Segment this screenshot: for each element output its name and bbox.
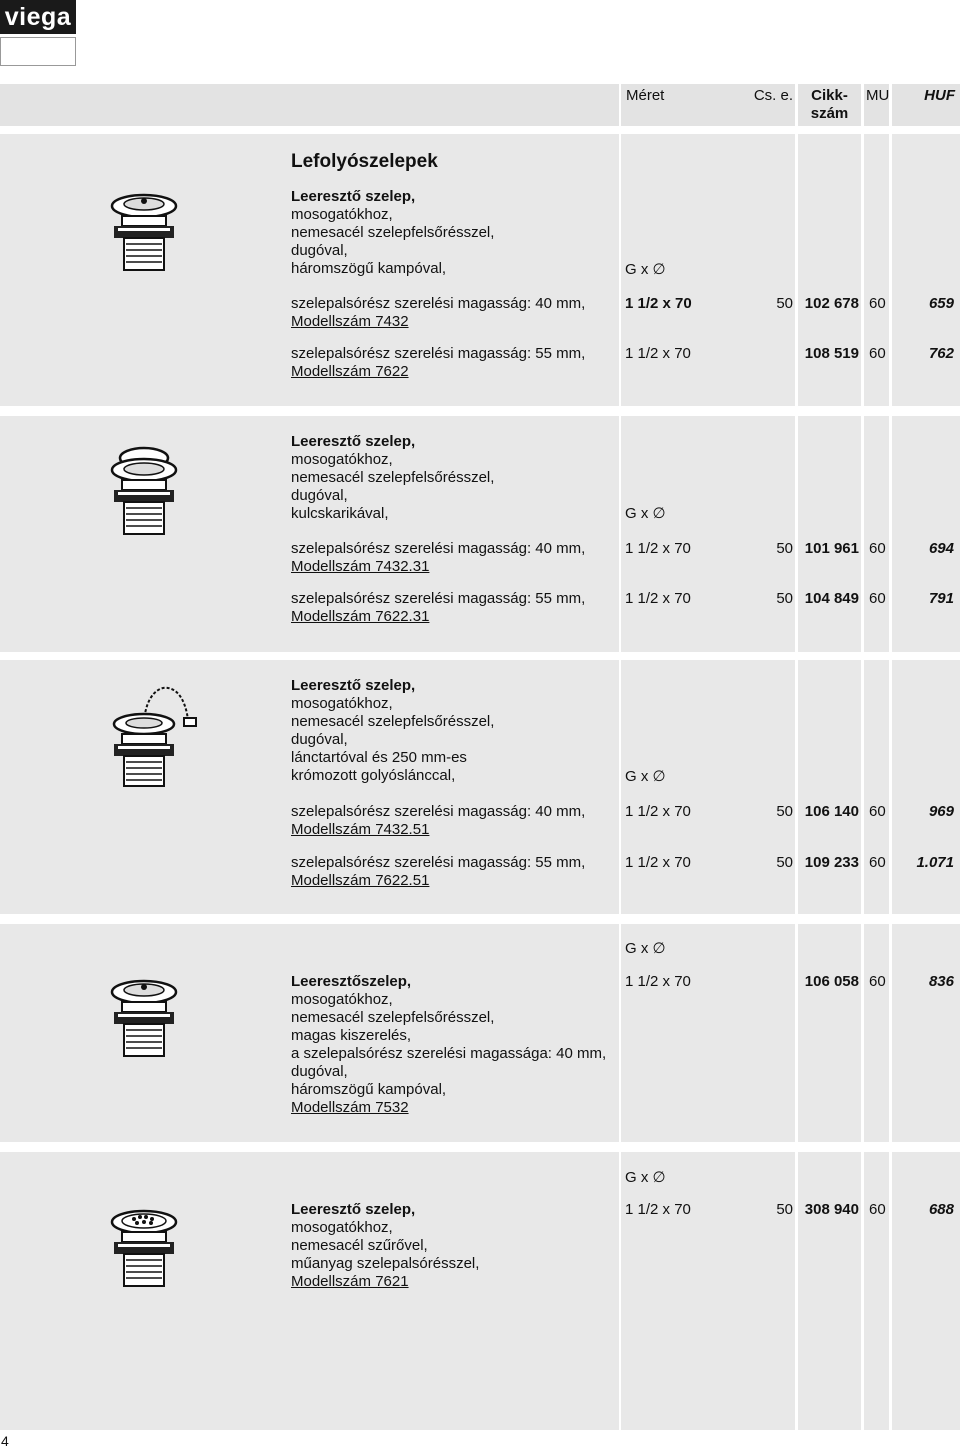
desc-line: mosogatókhoz, [291, 695, 393, 712]
row-install-height: szelepalsórész szerelési magasság: 55 mm, [291, 345, 586, 362]
row-price: 791 [928, 590, 954, 607]
drain-valve-chain-image [104, 682, 208, 790]
model-number-link[interactable]: Modellszám 7622.51 [291, 872, 430, 889]
row-article-number: 101 961 [804, 540, 859, 557]
row-article-number: 104 849 [804, 590, 859, 607]
row-mu: 60 [869, 973, 886, 990]
row-article-number: 106 140 [804, 803, 859, 820]
desc-line: mosogatókhoz, [291, 451, 393, 468]
row-pack-qty: 50 [776, 854, 793, 871]
desc-line: Leeresztőszelep, [291, 973, 412, 990]
row-price: 1.071 [916, 854, 954, 871]
size-label-gx: G x ∅ [625, 261, 666, 278]
drain-valve-hook-image [108, 192, 180, 274]
row-install-height: szelepalsórész szerelési magasság: 40 mm, [291, 540, 586, 557]
row-price: 688 [928, 1201, 954, 1218]
desc-line: Leeresztő szelep, [291, 188, 416, 205]
desc-line: műanyag szelepalsórésszel, [291, 1255, 480, 1272]
row-size: 1 1/2 x 70 [625, 345, 691, 362]
row-mu: 60 [869, 295, 886, 312]
row-pack-qty: 50 [776, 590, 793, 607]
drain-valve-strainer-image [108, 1208, 180, 1290]
desc-line: mosogatókhoz, [291, 206, 393, 223]
row-mu: 60 [869, 540, 886, 557]
header-cikk: Cikk- [811, 87, 848, 104]
size-label-gx: G x ∅ [625, 505, 666, 522]
desc-line: mosogatókhoz, [291, 1219, 393, 1236]
header-huf: HUF [924, 87, 955, 104]
model-number-link[interactable]: Modellszám 7432.31 [291, 558, 430, 575]
desc-line: dugóval, [291, 731, 348, 748]
row-size: 1 1/2 x 70 [625, 590, 691, 607]
row-price: 762 [928, 345, 954, 362]
viega-logo: viega [0, 0, 76, 34]
row-article-number: 108 519 [804, 345, 859, 362]
desc-line: mosogatókhoz, [291, 991, 393, 1008]
drain-valve-keyring-image [108, 442, 180, 538]
header-bar-left [0, 84, 619, 126]
row-article-number: 106 058 [804, 973, 859, 990]
row-mu: 60 [869, 345, 886, 362]
desc-line: nemesacél szelepfelsőrésszel, [291, 1009, 495, 1026]
drain-valve-tall-image [108, 978, 180, 1060]
row-price: 836 [928, 973, 954, 990]
size-label-gx: G x ∅ [625, 940, 666, 957]
size-label-gx: G x ∅ [625, 1169, 666, 1186]
desc-line: Leeresztő szelep, [291, 433, 416, 450]
desc-line: dugóval, [291, 242, 348, 259]
row-size: 1 1/2 x 70 [625, 295, 692, 312]
row-mu: 60 [869, 590, 886, 607]
desc-line: háromszögű kampóval, [291, 1081, 447, 1098]
desc-line: krómozott golyóslánccal, [291, 767, 456, 784]
model-number-link[interactable]: Modellszám 7622 [291, 363, 409, 380]
section-title: Lefolyószelepek [291, 151, 438, 172]
row-mu: 60 [869, 854, 886, 871]
row-price: 659 [928, 295, 954, 312]
row-size: 1 1/2 x 70 [625, 854, 691, 871]
row-pack-qty: 50 [776, 540, 793, 557]
desc-line: nemesacél szelepfelsőrésszel, [291, 224, 495, 241]
row-install-height: szelepalsórész szerelési magasság: 55 mm, [291, 590, 586, 607]
row-size: 1 1/2 x 70 [625, 540, 691, 557]
desc-line: magas kiszerelés, [291, 1027, 412, 1044]
header-cs-e: Cs. e. [753, 87, 793, 104]
row-mu: 60 [869, 1201, 886, 1218]
desc-line: dugóval, [291, 487, 348, 504]
desc-line: kulcskarikával, [291, 505, 389, 522]
row-pack-qty: 50 [776, 295, 793, 312]
desc-line: a szelepalsórész szerelési magassága: 40 mm, [291, 1045, 607, 1062]
row-size: 1 1/2 x 70 [625, 973, 691, 990]
desc-line: nemesacél szelepfelsőrésszel, [291, 469, 495, 486]
row-article-number: 102 678 [804, 295, 859, 312]
row-install-height: szelepalsórész szerelési magasság: 40 mm, [291, 803, 586, 820]
desc-line: dugóval, [291, 1063, 348, 1080]
model-number-link[interactable]: Modellszám 7532 [291, 1099, 409, 1116]
model-number-link[interactable]: Modellszám 7621 [291, 1273, 409, 1290]
desc-line: Leeresztő szelep, [291, 1201, 416, 1218]
desc-line: Leeresztő szelep, [291, 677, 416, 694]
row-price: 694 [928, 540, 954, 557]
logo-frame [0, 37, 76, 66]
model-number-link[interactable]: Modellszám 7622.31 [291, 608, 430, 625]
row-install-height: szelepalsórész szerelési magasság: 55 mm, [291, 854, 586, 871]
model-number-link[interactable]: Modellszám 7432.51 [291, 821, 430, 838]
row-size: 1 1/2 x 70 [625, 803, 691, 820]
row-install-height: szelepalsórész szerelési magasság: 40 mm, [291, 295, 586, 312]
header-mu: MU [866, 87, 890, 104]
row-price: 969 [928, 803, 954, 820]
page-number: 4 [1, 1433, 9, 1449]
row-article-number: 109 233 [804, 854, 859, 871]
desc-line: lánctartóval és 250 mm-es [291, 749, 467, 766]
row-mu: 60 [869, 803, 886, 820]
header-szam: szám [810, 105, 849, 122]
desc-line: nemesacél szűrővel, [291, 1237, 428, 1254]
header-meret: Méret [626, 87, 665, 104]
row-pack-qty: 50 [776, 803, 793, 820]
row-size: 1 1/2 x 70 [625, 1201, 691, 1218]
section-5 [0, 1152, 960, 1430]
model-number-link[interactable]: Modellszám 7432 [291, 313, 409, 330]
desc-line: háromszögű kampóval, [291, 260, 447, 277]
desc-line: nemesacél szelepfelsőrésszel, [291, 713, 495, 730]
size-label-gx: G x ∅ [625, 768, 666, 785]
row-pack-qty: 50 [776, 1201, 793, 1218]
row-article-number: 308 940 [804, 1201, 859, 1218]
